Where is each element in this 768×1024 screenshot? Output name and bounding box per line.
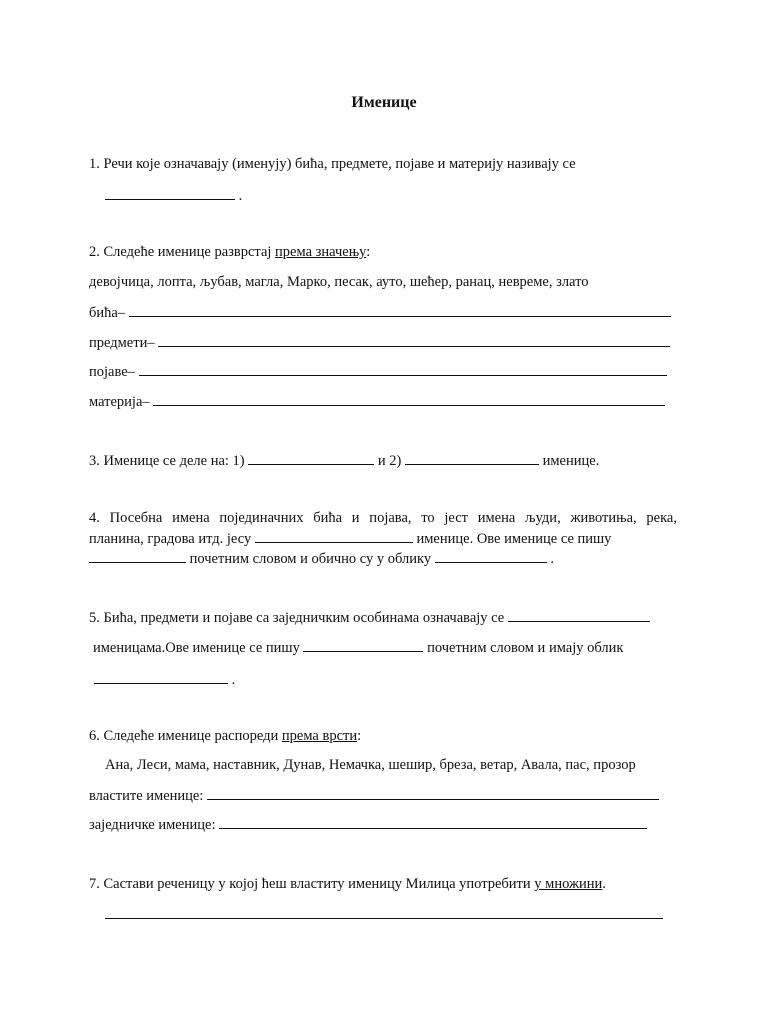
answer-blank[interactable] <box>105 187 235 200</box>
answer-blank[interactable] <box>219 816 647 829</box>
question-5-line-3[interactable] <box>94 671 235 689</box>
answer-blank[interactable] <box>207 787 659 800</box>
answer-blank[interactable] <box>105 906 663 919</box>
category-objects-label: предмети– <box>89 335 155 351</box>
answer-blank[interactable] <box>255 530 413 543</box>
question-4-line-2b: именице. Ове именице се пишу <box>416 531 612 547</box>
question-1-text: 1. Речи које означавају (именују) бића, предмете, појаве и материју називају се <box>89 156 576 172</box>
answer-blank[interactable] <box>508 609 650 622</box>
answer-blank[interactable] <box>94 671 228 684</box>
question-4-line-3[interactable] <box>89 550 554 568</box>
question-7 <box>89 876 606 893</box>
question-4-line-2a: планина, градова итд. јесу <box>89 531 252 547</box>
question-6 <box>89 728 361 745</box>
question-7-underlined: у множини <box>534 876 603 892</box>
question-6-intro: 6. Следеће именице распореди <box>89 728 282 744</box>
question-5-line-2[interactable] <box>93 639 623 657</box>
question-4-line-2[interactable] <box>89 530 611 548</box>
question-5-line-1[interactable] <box>89 609 650 627</box>
category-beings-label: бића– <box>89 305 126 321</box>
question-5-line-2b: почетним словом и имају облик <box>427 640 624 656</box>
answer-blank[interactable] <box>405 452 539 465</box>
question-7-end: . <box>602 876 606 892</box>
answer-blank[interactable] <box>435 550 547 563</box>
answer-blank[interactable] <box>129 304 671 317</box>
question-2-words: девојчица, лопта, љубав, магла, Марко, песак, ауто, шећер, ранац, невреме, злато <box>89 274 589 290</box>
question-2-intro: 2. Следеће именице разврстај <box>89 244 276 260</box>
page-title: Именице <box>351 94 417 111</box>
category-matter-row[interactable] <box>89 393 665 411</box>
question-2 <box>89 244 370 261</box>
answer-blank[interactable] <box>89 550 186 563</box>
question-4-line-1: 4. Посебна имена појединачних бића и појава, то јест имена људи, животиња, река, <box>89 510 677 526</box>
category-matter-label: материја– <box>89 394 150 410</box>
question-5-end: . <box>231 672 236 688</box>
question-3[interactable] <box>89 452 599 470</box>
question-3-part-a: 3. Именице се деле на: 1) <box>89 453 245 469</box>
question-4-line-3a: почетним словом и обично су у облику <box>189 551 432 567</box>
category-phenomena-label: појаве– <box>89 364 135 380</box>
common-nouns-label: заједничке именице: <box>89 817 216 833</box>
answer-blank[interactable] <box>248 452 374 465</box>
answer-blank[interactable] <box>139 363 667 376</box>
question-1-end: . <box>238 188 243 204</box>
question-7-answer[interactable] <box>105 906 663 924</box>
proper-nouns-row[interactable] <box>89 787 659 805</box>
question-2-intro-underlined: према значењу <box>275 244 367 260</box>
question-3-part-c: именице. <box>542 453 600 469</box>
category-objects-row[interactable] <box>89 334 670 352</box>
question-3-part-b: и 2) <box>377 453 402 469</box>
question-1 <box>89 156 576 173</box>
common-nouns-row[interactable] <box>89 816 647 834</box>
question-6-words: Ана, Леси, мама, наставник, Дунав, Немачка, шешир, бреза, ветар, Авала, пас, прозор <box>105 757 636 773</box>
answer-blank[interactable] <box>153 393 665 406</box>
category-beings-row[interactable] <box>89 304 671 322</box>
category-phenomena-row[interactable] <box>89 363 667 381</box>
proper-nouns-label: властите именице: <box>89 788 204 804</box>
answer-blank[interactable] <box>303 639 423 652</box>
question-5-line-1-text: 5. Бића, предмети и појаве са заједничким особинама означавају се <box>89 610 505 626</box>
question-6-intro-end: : <box>357 728 362 744</box>
answer-blank[interactable] <box>158 334 670 347</box>
question-2-intro-end: : <box>366 244 371 260</box>
question-1-answer[interactable] <box>105 187 242 205</box>
question-5-line-2a: именицама.Ове именице се пишу <box>93 640 300 656</box>
question-7-text: 7. Састави реченицу у којој ћеш властиту именицу Милица употребити <box>89 876 535 892</box>
question-4-line-3b: . <box>550 551 555 567</box>
question-6-intro-underlined: према врсти <box>281 728 358 744</box>
